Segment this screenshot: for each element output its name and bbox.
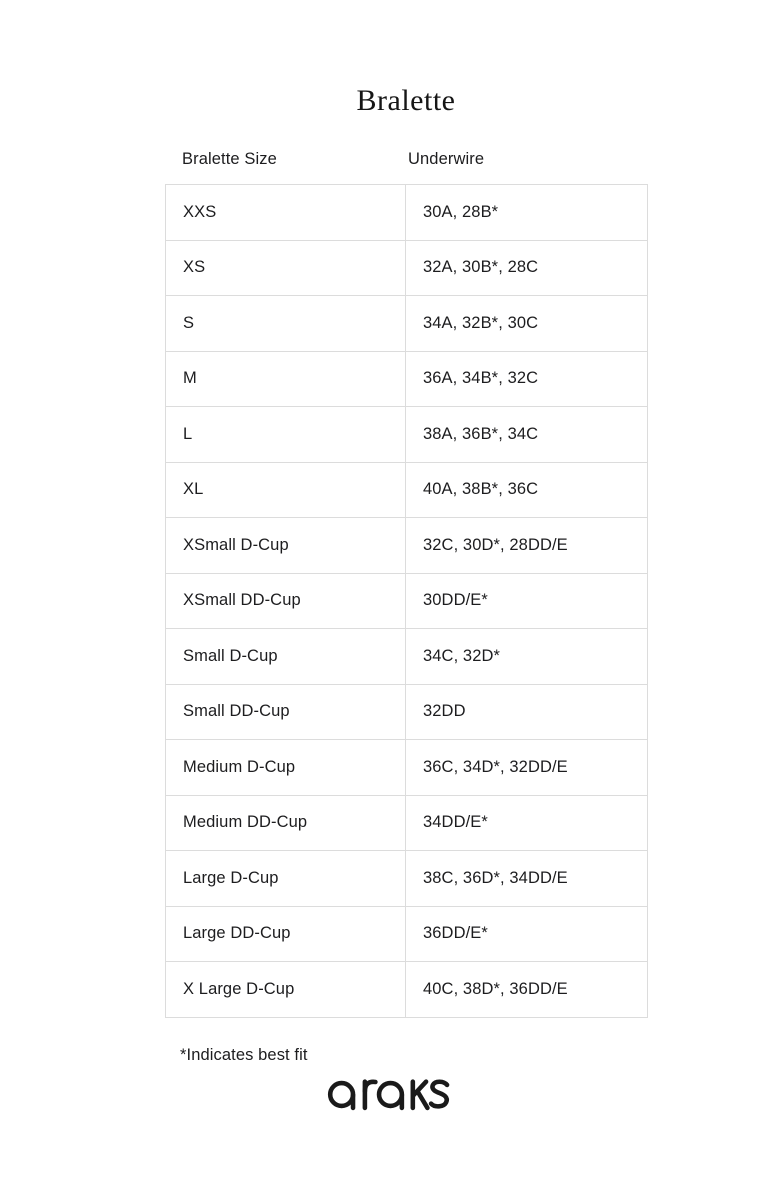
size-cell: Large D-Cup xyxy=(166,851,406,907)
size-cell: Medium DD-Cup xyxy=(166,795,406,851)
araks-logo xyxy=(0,1077,780,1112)
underwire-cell: 34A, 32B*, 30C xyxy=(406,296,648,352)
underwire-cell: 32DD xyxy=(406,684,648,740)
underwire-cell: 40A, 38B*, 36C xyxy=(406,462,648,518)
footnote: *Indicates best fit xyxy=(180,1046,308,1064)
table-row xyxy=(166,962,648,1018)
table-body xyxy=(166,185,648,1018)
underwire-cell: 36DD/E* xyxy=(406,906,648,962)
underwire-cell: 38A, 36B*, 34C xyxy=(406,407,648,463)
size-cell: L xyxy=(166,407,406,463)
underwire-cell: 38C, 36D*, 34DD/E xyxy=(406,851,648,907)
table-row xyxy=(166,740,648,796)
underwire-cell: 32C, 30D*, 28DD/E xyxy=(406,518,648,574)
underwire-cell: 34DD/E* xyxy=(406,795,648,851)
table-row xyxy=(166,407,648,463)
underwire-cell: 30DD/E* xyxy=(406,573,648,629)
size-cell: XSmall D-Cup xyxy=(166,518,406,574)
table-row xyxy=(166,296,648,352)
underwire-cell: 40C, 38D*, 36DD/E xyxy=(406,962,648,1018)
underwire-cell: 34C, 32D* xyxy=(406,629,648,685)
column-header-bralette-size: Bralette Size xyxy=(182,150,277,168)
size-cell: M xyxy=(166,351,406,407)
size-cell: XXS xyxy=(166,185,406,241)
table-row xyxy=(166,573,648,629)
underwire-cell: 36A, 34B*, 32C xyxy=(406,351,648,407)
size-cell: S xyxy=(166,296,406,352)
underwire-cell: 36C, 34D*, 32DD/E xyxy=(406,740,648,796)
table-row xyxy=(166,462,648,518)
araks-logo-glyphs xyxy=(327,1077,453,1112)
table-row xyxy=(166,684,648,740)
column-header-underwire: Underwire xyxy=(408,150,485,168)
table-row xyxy=(166,185,648,241)
size-cell: XL xyxy=(166,462,406,518)
table-row xyxy=(166,851,648,907)
size-cell: Small DD-Cup xyxy=(166,684,406,740)
page-title: Bralette xyxy=(356,84,456,117)
size-cell: Small D-Cup xyxy=(166,629,406,685)
table-row xyxy=(166,351,648,407)
size-cell: XSmall DD-Cup xyxy=(166,573,406,629)
table-row xyxy=(166,629,648,685)
size-cell: XS xyxy=(166,240,406,296)
size-cell: Medium D-Cup xyxy=(166,740,406,796)
table-row xyxy=(166,240,648,296)
underwire-cell: 32A, 30B*, 28C xyxy=(406,240,648,296)
table-row xyxy=(166,795,648,851)
table-row xyxy=(166,906,648,962)
size-chart-table xyxy=(165,184,648,1018)
table-row xyxy=(166,518,648,574)
size-cell: Large DD-Cup xyxy=(166,906,406,962)
size-cell: X Large D-Cup xyxy=(166,962,406,1018)
underwire-cell: 30A, 28B* xyxy=(406,185,648,241)
table-header-row xyxy=(165,150,647,169)
